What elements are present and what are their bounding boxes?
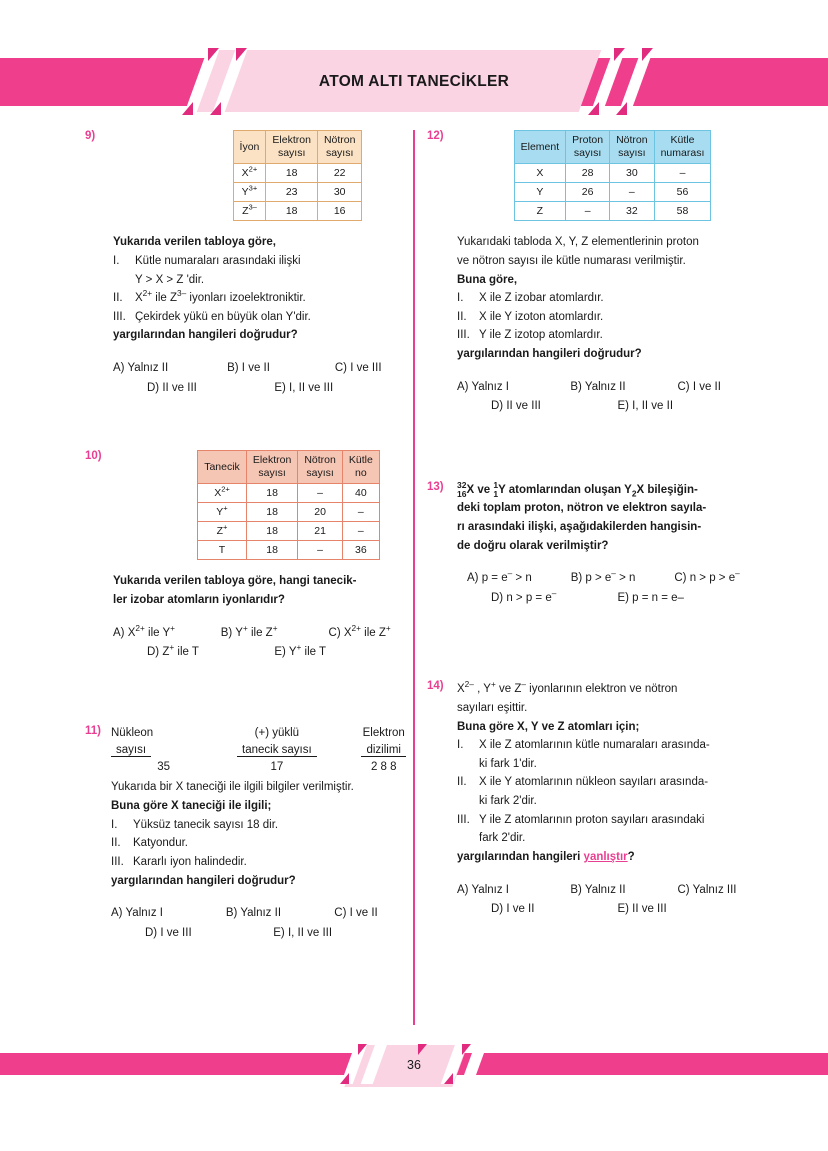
table-header-row: [233, 131, 362, 164]
question-13: [427, 481, 772, 609]
list-item: [113, 252, 430, 271]
option-b-sup: –: [611, 569, 616, 579]
question-9-prompt: Yukarıda verilen tabloya göre,: [113, 236, 276, 249]
option-a[interactable]: [113, 624, 221, 644]
intro-y: Y: [483, 683, 491, 696]
question-14-intro-line2: sayıları eşittir.: [457, 701, 528, 714]
cell-neutron: 21: [298, 522, 343, 541]
item-continuation: ki fark 2'dir.: [479, 795, 537, 808]
question-14: [427, 680, 772, 919]
isotope-1-symbol: X: [466, 483, 475, 496]
option-d-pre: n > p = e: [506, 591, 552, 604]
item-text: Kararlı iyon halindedir.: [133, 855, 247, 868]
ion-symbol: Z: [242, 205, 249, 218]
option-c[interactable]: C) I ve II: [677, 380, 721, 393]
isotope-2-mass: 1: [493, 480, 499, 491]
cell-ion: [233, 202, 266, 221]
option-e-label: E): [274, 646, 286, 659]
cell-electron: 18: [246, 503, 298, 522]
table-row: [198, 484, 380, 503]
isotope-2-atomic: 1: [493, 488, 499, 499]
option-a-pre: p = e: [481, 572, 508, 585]
item-label: I.: [457, 292, 464, 305]
option-b-label: B): [220, 626, 233, 639]
option-a-label: A): [467, 572, 482, 585]
question-11-items: [111, 816, 430, 872]
option-e-pre: p = n = e–: [632, 591, 684, 604]
intro-sep-2: ve: [495, 683, 515, 696]
option-a[interactable]: A) Yalnız I: [457, 883, 509, 896]
th-notron-line2: sayısı: [618, 147, 646, 160]
question-9-table: [233, 130, 363, 221]
option-e-sym1: Y: [288, 646, 297, 659]
th-proton-line2: sayısı: [573, 147, 602, 160]
question-11-prompt: Yukarıda bir X taneciği ile ilgili bilgiler verilmiştir.: [111, 781, 354, 794]
option-c-label: C): [328, 626, 341, 639]
cell-electron: 18: [246, 541, 298, 560]
th-proton: [566, 131, 610, 164]
th-tanecik-line1: Tanecik: [204, 460, 240, 473]
cell-ion: [233, 183, 266, 202]
table-header-row: [198, 451, 380, 484]
cell-electron: 18: [266, 164, 318, 183]
item-label: II.: [457, 776, 467, 789]
th-iyon: [233, 131, 266, 164]
isotope-2-symbol: Y: [498, 483, 506, 496]
table-row: [514, 183, 711, 202]
q11-values-row: [111, 759, 430, 776]
th-kutle: [342, 451, 379, 484]
cell-neutron: 16: [317, 202, 362, 221]
cell-mass: –: [342, 503, 379, 522]
table-row: [233, 183, 362, 202]
list-item: [457, 289, 772, 308]
item-text: Çekirdek yükü en büyük olan Y'dir.: [135, 310, 311, 323]
option-e[interactable]: E) I, II ve II: [617, 400, 674, 413]
option-b-sup2: +: [272, 623, 278, 633]
option-a-mid: ile Y: [144, 626, 171, 639]
cell-neutron: 22: [317, 164, 362, 183]
option-a-sup2: +: [170, 623, 175, 633]
cell-particle: [198, 522, 247, 541]
option-a[interactable]: [467, 569, 571, 589]
isotope-1-mass: 32: [457, 480, 467, 491]
table-header-row: [514, 131, 711, 164]
cell-neutron: –: [298, 484, 343, 503]
ion-charge: 3+: [248, 183, 258, 193]
option-c[interactable]: C) Yalnız III: [677, 883, 737, 896]
question-12-ask: yargılarından hangileri doğrudur?: [457, 348, 642, 360]
option-d[interactable]: D) I ve III: [145, 926, 192, 939]
option-b[interactable]: B) Yalnız II: [225, 907, 282, 920]
item-label: III.: [457, 813, 470, 826]
question-9-number: 9): [85, 130, 96, 142]
th-element: [514, 131, 566, 164]
option-e[interactable]: E) I, II ve III: [274, 381, 334, 394]
option-a-sup: –: [507, 569, 513, 579]
question-9-items: [113, 252, 430, 327]
isotope-1-atomic: 16: [457, 488, 467, 499]
item-text: X ile Y izoton atomlardır.: [479, 310, 604, 323]
option-d[interactable]: D) I ve II: [491, 903, 535, 916]
item-text: Katyondur.: [133, 837, 188, 850]
item-text: Kütle numaraları arasındaki ilişki: [135, 254, 301, 267]
left-column: [85, 130, 430, 947]
question-12-bold: Buna göre,: [457, 273, 518, 286]
question-14-bold: Buna göre X, Y ve Z atomları için;: [457, 720, 640, 733]
option-c-sup2: +: [385, 623, 391, 633]
item-label: I.: [111, 818, 118, 831]
question-10: [85, 450, 430, 663]
option-b-label: B): [570, 572, 586, 585]
cell-electron: 18: [266, 202, 318, 221]
intro-z-sup: –: [521, 680, 526, 690]
item-mid: ile Z: [152, 292, 178, 305]
q11-head-row-2: [111, 742, 430, 759]
question-9-options: [113, 359, 430, 398]
q11-head-3: Elektron: [362, 726, 405, 739]
option-a-sym1: X: [127, 626, 136, 639]
th-notron-line1: Nötron: [304, 454, 336, 467]
option-e-mid: ile T: [301, 646, 327, 659]
question-10-prompt-line1: Yukarıda verilen tabloya göre, hangi tanecik-: [113, 575, 357, 588]
option-d-sup1: +: [169, 643, 175, 653]
question-13-line2: deki toplam proton, nötron ve elektron sayıla-: [457, 502, 707, 515]
intro-tail: iyonlarının elektron ve nötron: [525, 683, 678, 696]
option-d[interactable]: [491, 589, 617, 609]
option-a-sup1: 2+: [135, 623, 145, 633]
option-d[interactable]: D) II ve III: [491, 400, 541, 413]
page-footer-banner: [0, 1053, 828, 1081]
question-12-items: [457, 289, 772, 345]
particle-charge: +: [223, 522, 228, 532]
line1-sub: 2: [631, 489, 637, 499]
cell-proton: –: [566, 202, 610, 221]
item-post: iyonları izoelektroniktir.: [186, 292, 306, 305]
line1-tail-pre: atomlarından oluşan Y: [505, 483, 632, 496]
option-d-mid: ile T: [174, 646, 199, 659]
option-c-sup1: 2+: [351, 623, 361, 633]
cell-neutron: 30: [317, 183, 362, 202]
cell-mass: –: [654, 164, 711, 183]
question-13-line1: [457, 481, 772, 500]
table-row: [233, 164, 362, 183]
cell-mass: 56: [654, 183, 711, 202]
item-label: III.: [113, 310, 126, 323]
q11-head2-3: dizilimi: [361, 744, 406, 757]
th-elektron-line1: Elektron: [252, 454, 292, 467]
page-title: ATOM ALTI TANECİKLER: [318, 73, 510, 90]
th-notron-line2: sayısı: [306, 467, 334, 480]
cell-element: Y: [514, 183, 566, 202]
cell-proton: 28: [566, 164, 610, 183]
option-a-label: A): [113, 626, 125, 639]
option-b[interactable]: [571, 569, 675, 589]
item-text: X ile Z atomlarının kütle numaraları arasında-: [479, 739, 710, 752]
question-12-prompt-line2: ve nötron sayısı ile kütle numarası verilmiştir.: [457, 254, 686, 267]
question-13-line4: de doğru olarak verilmiştir?: [457, 539, 609, 552]
item-continuation: Y > X > Z 'dir.: [135, 273, 205, 286]
particle-charge: 2+: [221, 484, 230, 494]
list-item: [457, 308, 772, 327]
list-item: [457, 811, 772, 830]
item-label: I.: [113, 254, 120, 267]
item-label: II.: [113, 292, 123, 305]
intro-x: X: [457, 683, 465, 696]
particle-symbol: Y: [216, 506, 224, 519]
particle-charge: +: [223, 503, 228, 513]
item-text: Y ile Z atomlarının proton sayıları arasındaki: [479, 813, 705, 826]
list-item: [113, 308, 430, 327]
cell-neutron: –: [610, 183, 655, 202]
item-text: Y ile Z izotop atomlardır.: [479, 329, 603, 342]
item-sym-x: X: [135, 292, 143, 305]
question-14-intro: [457, 680, 772, 699]
option-b-sup1: +: [242, 623, 248, 633]
option-c-mid: ile Z: [360, 626, 386, 639]
th-kutle-line1: Kütle: [670, 134, 695, 146]
option-b-pre: p > e: [585, 572, 612, 585]
question-11-options: [111, 904, 430, 943]
option-b[interactable]: B) I ve II: [227, 362, 270, 374]
option-c-pre: n > p > e: [689, 572, 736, 585]
intro-x-sup: 2–: [464, 680, 474, 690]
q11-value-2: 17: [270, 761, 284, 774]
q11-value-1: 35: [157, 761, 171, 774]
intro-sep-1: ,: [473, 683, 484, 696]
th-proton-line1: Proton: [572, 134, 604, 146]
q11-head-2: (+) yüklü: [254, 726, 300, 739]
th-iyon-line1: İyon: [239, 140, 260, 153]
list-item: [111, 816, 430, 835]
item-text: X ile Z izobar atomlardır.: [479, 292, 604, 305]
question-11-bold: Buna göre X taneciği ile ilgili;: [111, 800, 272, 813]
option-c[interactable]: C) I ve II: [334, 907, 378, 920]
th-notron-line1: Nötron: [616, 134, 648, 146]
th-notron-line1: Nötron: [323, 134, 356, 146]
question-14-ask: [457, 848, 772, 867]
question-11-info-grid: [111, 725, 430, 777]
intro-y-sup: +: [490, 680, 496, 690]
item-label: II.: [457, 310, 467, 323]
q11-head2-2: tanecik sayısı: [237, 744, 317, 757]
th-elektron-line2: sayısı: [277, 147, 306, 160]
question-10-options: [113, 624, 430, 663]
line1-tail-post: X bileşiğin-: [636, 483, 698, 496]
particle-symbol: Z: [216, 525, 223, 538]
question-13-number: 13): [427, 480, 444, 493]
question-12-options: [457, 378, 772, 417]
page-header-banner: [0, 58, 828, 106]
th-notron: [317, 131, 362, 164]
option-c-sym1: X: [343, 626, 352, 639]
particle-symbol: T: [218, 544, 226, 557]
th-elektron-line1: Elektron: [272, 134, 311, 146]
option-b-sym1: Y: [235, 626, 243, 639]
question-14-items: [457, 736, 772, 848]
question-11: [85, 725, 430, 944]
option-b-mid: ile Z: [247, 626, 273, 639]
cell-neutron: 20: [298, 503, 343, 522]
list-item: [457, 773, 772, 792]
item-label: II.: [111, 837, 121, 850]
cell-mass: 36: [342, 541, 379, 560]
table-row: [198, 503, 380, 522]
cell-proton: 26: [566, 183, 610, 202]
option-a[interactable]: A) Yalnız II: [113, 362, 169, 374]
question-11-ask: yargılarından hangileri doğrudur?: [111, 874, 296, 887]
question-12-table: [514, 130, 712, 221]
option-e[interactable]: [274, 643, 430, 663]
th-kutle-line2: no: [354, 467, 367, 480]
table-row: [514, 202, 711, 221]
item-continuation: fark 2'dir.: [479, 832, 526, 845]
particle-symbol: X: [214, 487, 222, 500]
cell-ion: [233, 164, 266, 183]
q11-head-1: Nükleon: [111, 726, 154, 739]
option-d-label: D): [491, 591, 507, 604]
ask-post: ?: [627, 850, 635, 863]
cell-electron: 23: [266, 183, 318, 202]
option-b[interactable]: B) Yalnız II: [570, 883, 626, 896]
ion-symbol: Y: [241, 186, 249, 199]
cell-neutron: 32: [610, 202, 655, 221]
cell-neutron: –: [298, 541, 343, 560]
table-row: [198, 522, 380, 541]
th-kutle-line1: Kütle: [348, 454, 373, 467]
option-d-sup: –: [551, 588, 557, 598]
option-b[interactable]: [221, 624, 329, 644]
cell-particle: [198, 503, 247, 522]
th-element-line1: Element: [520, 140, 560, 153]
th-elektron-line2: sayısı: [258, 467, 286, 480]
th-notron-line2: sayısı: [325, 147, 354, 160]
question-13-options: [457, 569, 772, 608]
question-10-table: [197, 450, 380, 560]
list-item: [113, 289, 430, 308]
option-c[interactable]: [329, 624, 430, 644]
q11-head2-1: sayısı: [111, 744, 151, 757]
option-a[interactable]: A) Yalnız I: [457, 380, 509, 393]
cell-electron: 18: [246, 484, 298, 503]
q11-value-3: 2 8 8: [370, 761, 397, 774]
question-11-number: 11): [85, 724, 101, 737]
th-notron: [610, 131, 655, 164]
th-elektron: [266, 131, 318, 164]
item-label: I.: [457, 739, 464, 752]
item-text: [135, 289, 430, 308]
th-tanecik: [198, 451, 247, 484]
question-10-number: 10): [85, 450, 102, 463]
question-9: [85, 130, 430, 398]
th-elektron: [246, 451, 298, 484]
option-b[interactable]: B) Yalnız II: [570, 380, 626, 393]
question-14-options: [457, 881, 772, 920]
ask-pre: yargılarından hangileri: [457, 850, 584, 863]
list-item: [111, 834, 430, 853]
option-c[interactable]: C) I ve III: [334, 362, 382, 374]
option-e-label: E): [617, 591, 633, 604]
th-kutle: [654, 131, 711, 164]
page-number: 36: [407, 1058, 421, 1072]
item-label: III.: [111, 855, 124, 868]
question-13-line3: rı arasındaki ilişki, aşağıdakilerden hangisin-: [457, 520, 702, 533]
item-sup-1: 2+: [142, 289, 153, 299]
list-item: [457, 326, 772, 345]
question-12-number: 12): [427, 130, 444, 142]
option-d[interactable]: [147, 643, 274, 663]
cell-element: Z: [514, 202, 566, 221]
th-notron: [298, 451, 343, 484]
item-text: X ile Y atomlarının nükleon sayıları arasında-: [479, 776, 709, 789]
table-row: [198, 541, 380, 560]
option-e[interactable]: E) I, II ve III: [273, 926, 333, 939]
option-e[interactable]: [617, 589, 772, 609]
table-row: [514, 164, 711, 183]
option-d-sym1: Z: [162, 646, 170, 659]
option-d-label: D): [147, 646, 160, 659]
cell-mass: 58: [654, 202, 711, 221]
ion-charge: 3–: [248, 202, 257, 212]
question-14-number: 14): [427, 680, 444, 693]
right-column: [427, 130, 772, 924]
cell-mass: 40: [342, 484, 379, 503]
q11-head-row-1: [111, 725, 430, 742]
list-item: [111, 853, 430, 872]
question-9-ask: yargılarından hangileri doğrudur?: [113, 329, 298, 342]
cell-neutron: 30: [610, 164, 655, 183]
option-d[interactable]: D) II ve III: [147, 381, 197, 394]
cell-particle: [198, 484, 247, 503]
question-12-prompt-line1: Yukarıdaki tabloda X, Y, Z elementlerinin proton: [457, 236, 699, 249]
option-e[interactable]: E) II ve III: [617, 903, 667, 916]
item-continuation: ki fark 1'dir.: [479, 757, 537, 770]
option-a-post: > n: [512, 572, 532, 585]
ion-symbol: X: [241, 167, 249, 180]
option-c-label: C): [674, 572, 690, 585]
cell-particle: [198, 541, 247, 560]
ask-highlight: yanlıştır: [583, 850, 628, 863]
option-c-sup: –: [735, 569, 740, 579]
item-label: III.: [457, 329, 470, 342]
table-row: [233, 202, 362, 221]
line1-mid: ve: [474, 483, 494, 496]
cell-electron: 18: [246, 522, 298, 541]
intro-z: Z: [514, 683, 522, 696]
item-sup-2: 3–: [177, 289, 187, 299]
question-12: [427, 130, 772, 417]
option-b-post: > n: [615, 572, 636, 585]
list-item: [457, 736, 772, 755]
cell-element: X: [514, 164, 566, 183]
item-text: Yüksüz tanecik sayısı 18 dir.: [133, 818, 279, 831]
option-c[interactable]: [674, 569, 772, 589]
option-a[interactable]: A) Yalnız I: [111, 907, 163, 920]
question-10-prompt-line2: ler izobar atomların iyonlarıdır?: [113, 593, 285, 606]
cell-mass: –: [342, 522, 379, 541]
th-kutle-line2: numarası: [660, 147, 705, 160]
option-e-sup1: +: [296, 643, 302, 653]
ion-charge: 2+: [248, 164, 258, 174]
